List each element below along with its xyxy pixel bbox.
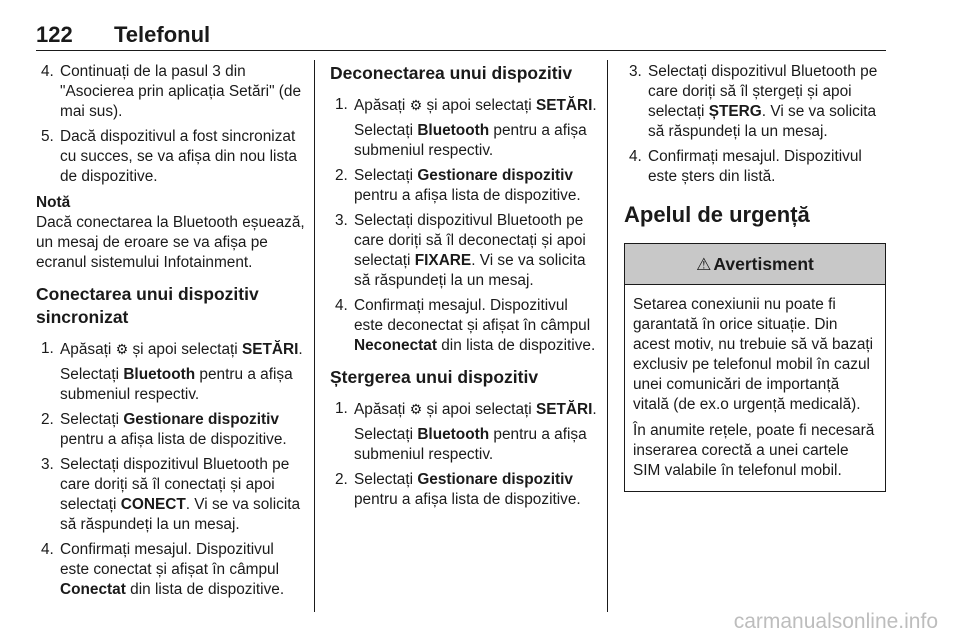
item-text: .: [592, 97, 597, 114]
list-subtext: [36, 365, 306, 405]
item-number: 4.: [41, 63, 54, 80]
list-item: [330, 211, 600, 291]
item-number: 1.: [335, 400, 348, 417]
warning-paragraph: Setarea conexiunii nu poate fi garantată în orice situație. Din acest motiv, nu trebuie să vă bazați exclusiv pe telefonul mobil în cazul unei comunicări de importanță vitală (de ex.o urgență medicală).: [633, 296, 874, 413]
list-item: [624, 62, 886, 142]
page-number: 122: [36, 22, 73, 47]
section-heading: Ștergerea unui dispozitiv: [330, 367, 539, 387]
menu-label: Bluetooth: [123, 366, 196, 383]
item-text: .: [298, 341, 303, 358]
gear-icon: ⚙: [409, 401, 423, 417]
item-text: Apăsați: [354, 97, 406, 114]
menu-label: Gestionare dispozitiv: [123, 411, 279, 428]
menu-label: ȘTERG: [708, 103, 762, 120]
list-item: [624, 147, 886, 187]
menu-label: Neconectat: [354, 337, 437, 354]
menu-label: Bluetooth: [417, 122, 490, 139]
item-number: 3.: [41, 456, 54, 473]
list-item: [330, 166, 600, 206]
item-text: pentru a afișa submeniul respectiv.: [354, 122, 587, 159]
item-number: 1.: [335, 96, 348, 113]
page-header: [36, 22, 886, 51]
warning-paragraph: În anumite rețele, poate fi necesară inserarea corectă a unei cartele SIM valabile în telefonul mobil.: [633, 422, 875, 479]
item-number: 2.: [41, 411, 54, 428]
item-text: Selectați: [60, 366, 120, 383]
menu-label: Gestionare dispozitiv: [417, 471, 573, 488]
list-subtext: [330, 121, 600, 161]
item-text: Selectați: [354, 122, 414, 139]
item-text: pentru a afișa lista de dispozitive.: [354, 187, 581, 204]
menu-label: SETĂRI: [241, 341, 299, 358]
list-item: [330, 95, 600, 116]
item-text: Dacă dispozitivul a fost sincronizat cu succes, se va afișa din nou lista de dispozitive.: [60, 128, 297, 185]
item-text: Apăsați: [354, 401, 406, 418]
column-divider: [607, 60, 608, 612]
item-text: Continuați de la pasul 3 din "Asocierea prin aplicația Setări" (de mai sus).: [60, 63, 302, 120]
list-item: [330, 470, 600, 510]
warning-body: [625, 285, 885, 491]
item-text: . Vi se va solicita să răspundeți la un mesaj.: [60, 496, 301, 533]
item-number: 2.: [335, 167, 348, 184]
item-text: Apăsați: [60, 341, 112, 358]
item-text: Selectați: [60, 411, 120, 428]
menu-label: Gestionare dispozitiv: [417, 167, 573, 184]
section-heading: Conectarea unui dispozitiv sincronizat: [36, 284, 259, 327]
item-text: și apoi selectați: [426, 401, 532, 418]
item-number: 1.: [41, 340, 54, 357]
list-item: [36, 127, 306, 187]
item-number: 3.: [335, 212, 348, 229]
item-text: Selectați: [354, 426, 414, 443]
item-text: pentru a afișa submeniul respectiv.: [60, 366, 293, 403]
section-heading: Deconectarea unui dispozitiv: [330, 63, 573, 83]
item-text: Selectați dispozitivul Bluetooth pe care doriți să îl deconectați și apoi selectați: [354, 212, 586, 269]
warning-header: [625, 244, 885, 285]
menu-label: SETĂRI: [535, 401, 593, 418]
list-item: [330, 399, 600, 420]
warning-title: Avertisment: [713, 254, 814, 274]
note-title: Notă: [36, 194, 71, 211]
gear-icon: ⚙: [409, 97, 423, 113]
item-text: Selectați: [354, 471, 414, 488]
item-text: și apoi selectați: [426, 97, 532, 114]
chapter-title: Telefonul: [114, 22, 211, 47]
note-text: Dacă conectarea la Bluetooth eșuează, un mesaj de eroare se va afișa pe ecranul sistemului Infotainment.: [36, 214, 305, 271]
item-number: 5.: [41, 128, 54, 145]
list-subtext: [330, 425, 600, 465]
warning-box: [624, 243, 886, 492]
menu-label: Conectat: [60, 581, 126, 598]
item-text: . Vi se va solicita să răspundeți la un mesaj.: [354, 252, 586, 289]
section-title: Apelul de urgență: [624, 202, 810, 227]
item-number: 4.: [335, 297, 348, 314]
item-text: pentru a afișa lista de dispozitive.: [60, 431, 287, 448]
item-text: .: [592, 401, 597, 418]
item-text: Confirmați mesajul. Dispozitivul este conectat și afișat în câmpul: [60, 541, 280, 578]
list-item: [36, 410, 306, 450]
item-text: din lista de dispozitive.: [130, 581, 285, 598]
menu-label: SETĂRI: [535, 97, 593, 114]
watermark: carmanualsonline.info: [733, 610, 938, 633]
menu-label: Bluetooth: [417, 426, 490, 443]
list-item: [36, 455, 306, 535]
item-number: 2.: [335, 471, 348, 488]
list-item: [36, 540, 306, 600]
list-item: [36, 62, 306, 122]
item-number: 4.: [629, 148, 642, 165]
warning-triangle-icon: ⚠: [696, 255, 712, 274]
item-text: Selectați dispozitivul Bluetooth pe care doriți să îl ștergeți și apoi selectați: [648, 63, 878, 120]
menu-label: FIXARE: [414, 252, 472, 269]
item-number: 3.: [629, 63, 642, 80]
column-3: [624, 62, 886, 492]
column-1: [36, 62, 306, 605]
column-divider: [314, 60, 315, 612]
item-text: Confirmați mesajul. Dispozitivul este șters din listă.: [648, 148, 862, 185]
item-text: pentru a afișa submeniul respectiv.: [354, 426, 587, 463]
item-text: Selectați dispozitivul Bluetooth pe care doriți să îl conectați și apoi selectați: [60, 456, 290, 513]
item-text: din lista de dispozitive.: [441, 337, 596, 354]
item-text: Confirmați mesajul. Dispozitivul este deconectat și afișat în câmpul: [354, 297, 591, 334]
item-text: pentru a afișa lista de dispozitive.: [354, 491, 581, 508]
menu-label: CONECT: [120, 496, 186, 513]
item-text: Selectați: [354, 167, 414, 184]
gear-icon: ⚙: [115, 341, 129, 357]
item-text: . Vi se va solicita să răspundeți la un mesaj.: [648, 103, 877, 140]
item-text: și apoi selectați: [132, 341, 238, 358]
list-item: [36, 339, 306, 360]
item-number: 4.: [41, 541, 54, 558]
column-2: [330, 62, 600, 515]
list-item: [330, 296, 600, 356]
